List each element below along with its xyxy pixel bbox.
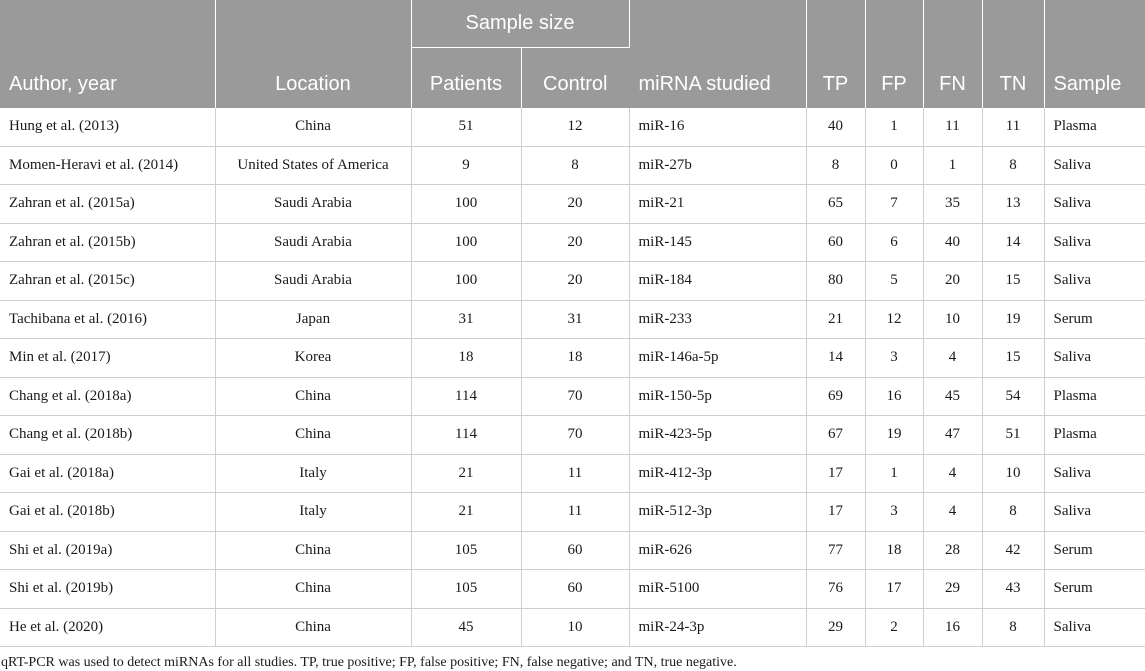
cell-location: United States of America <box>215 146 411 185</box>
cell-author: Gai et al. (2018a) <box>0 454 215 493</box>
cell-fn: 16 <box>923 608 982 647</box>
header-sample: Sample <box>1044 0 1145 108</box>
cell-author: Tachibana et al. (2016) <box>0 300 215 339</box>
cell-sample: Saliva <box>1044 146 1145 185</box>
cell-mirna: miR-412-3p <box>629 454 806 493</box>
cell-patients: 45 <box>411 608 521 647</box>
cell-tp: 80 <box>806 262 865 301</box>
cell-tn: 51 <box>982 416 1044 455</box>
cell-fp: 1 <box>865 108 923 146</box>
cell-tn: 8 <box>982 608 1044 647</box>
cell-author: Zahran et al. (2015b) <box>0 223 215 262</box>
cell-control: 11 <box>521 493 629 532</box>
cell-fp: 16 <box>865 377 923 416</box>
cell-sample: Saliva <box>1044 223 1145 262</box>
cell-fp: 0 <box>865 146 923 185</box>
cell-location: China <box>215 416 411 455</box>
cell-tp: 17 <box>806 454 865 493</box>
cell-fp: 19 <box>865 416 923 455</box>
cell-author: Chang et al. (2018a) <box>0 377 215 416</box>
cell-tp: 77 <box>806 531 865 570</box>
cell-control: 60 <box>521 531 629 570</box>
table-row <box>0 493 1145 532</box>
cell-sample: Saliva <box>1044 608 1145 647</box>
cell-tn: 43 <box>982 570 1044 609</box>
table-footnote: qRT-PCR was used to detect miRNAs for all studies. TP, true positive; FP, false positive; FN, false negative; and TN, true negative. <box>1 655 737 670</box>
cell-fn: 4 <box>923 339 982 378</box>
cell-control: 10 <box>521 608 629 647</box>
cell-tp: 40 <box>806 108 865 146</box>
cell-fp: 2 <box>865 608 923 647</box>
cell-patients: 114 <box>411 377 521 416</box>
cell-fn: 28 <box>923 531 982 570</box>
cell-fn: 11 <box>923 108 982 146</box>
cell-patients: 105 <box>411 531 521 570</box>
cell-tn: 19 <box>982 300 1044 339</box>
cell-patients: 21 <box>411 454 521 493</box>
cell-location: China <box>215 377 411 416</box>
table-row <box>0 223 1145 262</box>
cell-tn: 14 <box>982 223 1044 262</box>
cell-fp: 12 <box>865 300 923 339</box>
header-sample-size: Sample size <box>411 0 629 48</box>
cell-patients: 114 <box>411 416 521 455</box>
cell-tn: 42 <box>982 531 1044 570</box>
cell-location: Japan <box>215 300 411 339</box>
cell-fp: 17 <box>865 570 923 609</box>
cell-location: China <box>215 608 411 647</box>
cell-location: Italy <box>215 493 411 532</box>
header-location: Location <box>215 0 411 108</box>
cell-fn: 45 <box>923 377 982 416</box>
cell-mirna: miR-27b <box>629 146 806 185</box>
cell-sample: Serum <box>1044 531 1145 570</box>
table-row <box>0 300 1145 339</box>
cell-fp: 3 <box>865 339 923 378</box>
cell-tp: 69 <box>806 377 865 416</box>
cell-patients: 105 <box>411 570 521 609</box>
cell-location: China <box>215 531 411 570</box>
cell-patients: 18 <box>411 339 521 378</box>
cell-sample: Plasma <box>1044 416 1145 455</box>
cell-control: 18 <box>521 339 629 378</box>
cell-fn: 20 <box>923 262 982 301</box>
cell-author: Shi et al. (2019b) <box>0 570 215 609</box>
cell-sample: Saliva <box>1044 454 1145 493</box>
cell-patients: 100 <box>411 185 521 224</box>
cell-tn: 8 <box>982 146 1044 185</box>
cell-location: China <box>215 108 411 146</box>
cell-control: 20 <box>521 223 629 262</box>
table-row <box>0 377 1145 416</box>
cell-sample: Saliva <box>1044 493 1145 532</box>
cell-sample: Plasma <box>1044 377 1145 416</box>
cell-control: 12 <box>521 108 629 146</box>
cell-tp: 21 <box>806 300 865 339</box>
cell-author: Min et al. (2017) <box>0 339 215 378</box>
cell-control: 20 <box>521 262 629 301</box>
cell-fn: 10 <box>923 300 982 339</box>
cell-fp: 5 <box>865 262 923 301</box>
cell-tn: 13 <box>982 185 1044 224</box>
cell-fp: 6 <box>865 223 923 262</box>
cell-patients: 51 <box>411 108 521 146</box>
cell-patients: 100 <box>411 262 521 301</box>
cell-location: China <box>215 570 411 609</box>
table-row <box>0 185 1145 224</box>
cell-fn: 40 <box>923 223 982 262</box>
cell-author: Gai et al. (2018b) <box>0 493 215 532</box>
cell-mirna: miR-24-3p <box>629 608 806 647</box>
cell-fn: 35 <box>923 185 982 224</box>
cell-tn: 8 <box>982 493 1044 532</box>
cell-author: Hung et al. (2013) <box>0 108 215 146</box>
cell-tp: 29 <box>806 608 865 647</box>
cell-control: 11 <box>521 454 629 493</box>
header-patients: Patients <box>411 48 521 109</box>
cell-tp: 67 <box>806 416 865 455</box>
table-body <box>0 108 1145 647</box>
table-header <box>0 0 1145 108</box>
cell-mirna: miR-233 <box>629 300 806 339</box>
cell-control: 8 <box>521 146 629 185</box>
cell-control: 70 <box>521 377 629 416</box>
cell-mirna: miR-5100 <box>629 570 806 609</box>
cell-tn: 15 <box>982 262 1044 301</box>
table-row <box>0 262 1145 301</box>
cell-fn: 4 <box>923 454 982 493</box>
cell-sample: Saliva <box>1044 185 1145 224</box>
cell-fn: 4 <box>923 493 982 532</box>
cell-patients: 100 <box>411 223 521 262</box>
cell-patients: 9 <box>411 146 521 185</box>
cell-author: He et al. (2020) <box>0 608 215 647</box>
cell-control: 70 <box>521 416 629 455</box>
cell-tn: 10 <box>982 454 1044 493</box>
header-tn: TN <box>982 0 1044 108</box>
table-row <box>0 531 1145 570</box>
cell-sample: Saliva <box>1044 262 1145 301</box>
table-row <box>0 108 1145 146</box>
cell-mirna: miR-150-5p <box>629 377 806 416</box>
cell-sample: Plasma <box>1044 108 1145 146</box>
cell-author: Chang et al. (2018b) <box>0 416 215 455</box>
cell-fn: 1 <box>923 146 982 185</box>
cell-mirna: miR-146a-5p <box>629 339 806 378</box>
cell-tn: 54 <box>982 377 1044 416</box>
cell-control: 31 <box>521 300 629 339</box>
cell-control: 60 <box>521 570 629 609</box>
cell-fp: 1 <box>865 454 923 493</box>
cell-fn: 29 <box>923 570 982 609</box>
cell-location: Korea <box>215 339 411 378</box>
cell-tp: 60 <box>806 223 865 262</box>
cell-mirna: miR-145 <box>629 223 806 262</box>
cell-author: Momen-Heravi et al. (2014) <box>0 146 215 185</box>
cell-mirna: miR-21 <box>629 185 806 224</box>
cell-tp: 8 <box>806 146 865 185</box>
cell-tn: 15 <box>982 339 1044 378</box>
cell-author: Zahran et al. (2015c) <box>0 262 215 301</box>
header-control: Control <box>521 48 629 109</box>
cell-author: Zahran et al. (2015a) <box>0 185 215 224</box>
cell-tp: 65 <box>806 185 865 224</box>
header-fn: FN <box>923 0 982 108</box>
cell-tn: 11 <box>982 108 1044 146</box>
table-row <box>0 608 1145 647</box>
cell-fp: 7 <box>865 185 923 224</box>
table-row <box>0 570 1145 609</box>
cell-sample: Saliva <box>1044 339 1145 378</box>
cell-author: Shi et al. (2019a) <box>0 531 215 570</box>
cell-tp: 17 <box>806 493 865 532</box>
cell-location: Saudi Arabia <box>215 223 411 262</box>
cell-sample: Serum <box>1044 570 1145 609</box>
header-tp: TP <box>806 0 865 108</box>
cell-mirna: miR-184 <box>629 262 806 301</box>
cell-mirna: miR-16 <box>629 108 806 146</box>
cell-location: Saudi Arabia <box>215 262 411 301</box>
cell-fp: 18 <box>865 531 923 570</box>
table-row <box>0 416 1145 455</box>
cell-location: Saudi Arabia <box>215 185 411 224</box>
cell-fn: 47 <box>923 416 982 455</box>
table-row <box>0 146 1145 185</box>
cell-patients: 21 <box>411 493 521 532</box>
cell-fp: 3 <box>865 493 923 532</box>
header-fp: FP <box>865 0 923 108</box>
table-row <box>0 454 1145 493</box>
header-author: Author, year <box>0 0 215 108</box>
cell-tp: 14 <box>806 339 865 378</box>
cell-control: 20 <box>521 185 629 224</box>
cell-mirna: miR-423-5p <box>629 416 806 455</box>
cell-mirna: miR-626 <box>629 531 806 570</box>
cell-location: Italy <box>215 454 411 493</box>
cell-sample: Serum <box>1044 300 1145 339</box>
table-row <box>0 339 1145 378</box>
header-mirna: miRNA studied <box>629 0 806 108</box>
cell-mirna: miR-512-3p <box>629 493 806 532</box>
cell-tp: 76 <box>806 570 865 609</box>
cell-patients: 31 <box>411 300 521 339</box>
